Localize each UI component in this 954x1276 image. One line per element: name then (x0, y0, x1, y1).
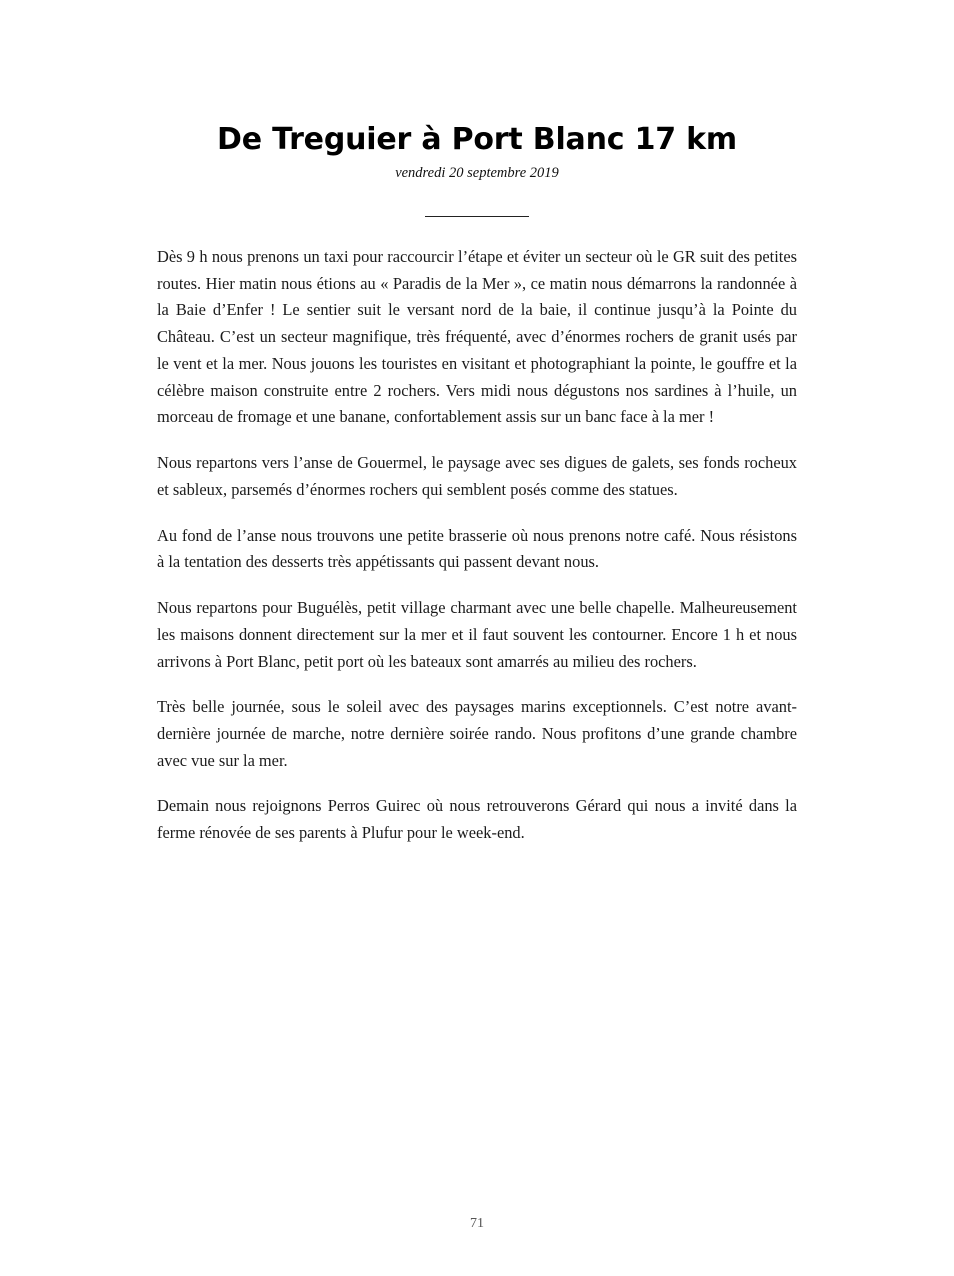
paragraph: Nous repartons vers l’anse de Gouermel, le paysage avec ses digues de galets, ses fonds rocheux et sableux, parsemés d’énormes rochers qui semblent posés comme des statues. (157, 453, 797, 499)
document-body (157, 222, 797, 847)
title-divider-wrap (0, 204, 954, 222)
paragraph: Demain nous rejoignons Perros Guirec où nous retrouverons Gérard qui nous a invité dans la ferme rénovée de ses parents à Plufur pour le week-end. (157, 796, 797, 843)
title-divider (425, 216, 529, 217)
page-subtitle-date: vendredi 20 septembre 2019 (395, 165, 559, 181)
paragraph: Très belle journée, sous le soleil avec des paysages marins exceptionnels. C’est notre avant-dernière journée de marche, notre dernière soirée rando. Nous profitons d’une grande chambre avec vue sur la mer. (157, 697, 797, 770)
paragraph: Nous repartons pour Buguélès, petit village charmant avec une belle chapelle. Malheureusement les maisons donnent directement sur la mer et il faut souvent les contourner. Encore 1 h et nous arrivons à Port Blanc, petit port où les bateaux sont amarrés au milieu des rochers. (157, 598, 797, 671)
page-title: De Treguier à Port Blanc 17 km (217, 122, 737, 157)
page-number: 71 (470, 1216, 484, 1231)
paragraph: Au fond de l’anse nous trouvons une petite brasserie où nous prenons notre café. Nous résistons à la tentation des desserts très appétissants qui passent devant nous. (157, 525, 797, 572)
paragraph: Dès 9 h nous prenons un taxi pour raccourcir l’étape et éviter un secteur où le GR suit des petites routes. Hier matin nous étions au « Paradis de la Mer », ce matin nous démarrons la randonnée à la Baie d’Enfer ! Le sentier suit le versant nord de la baie, il continue jusqu’à la Pointe du Château. C’est un secteur magnifique, très fréquenté, avec d’énormes rochers de granit usés par le vent et la mer. Nous jouons les touristes en visitant et photographiant la pointe, le gouffre et la célèbre maison construite entre 2 rochers. Vers midi nous dégustons nos sardines à l’huile, un morceau de fromage et une banane, confortablement assis sur un banc face à la mer ! (157, 247, 797, 427)
